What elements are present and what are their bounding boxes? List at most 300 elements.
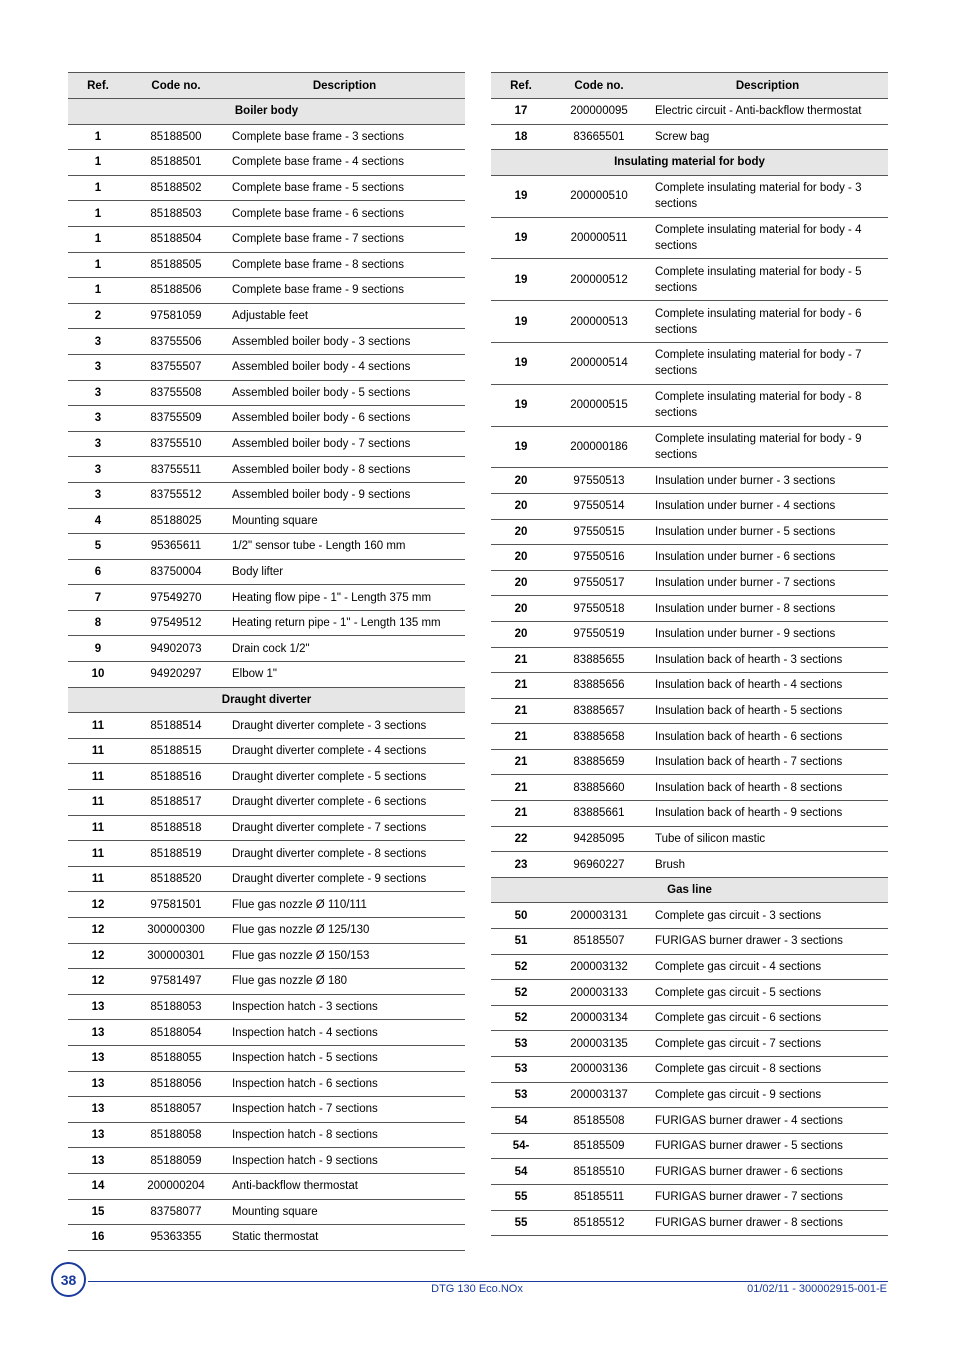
description-cell: Flue gas nozzle Ø 150/153	[224, 943, 465, 969]
table-row	[491, 1005, 888, 1031]
ref-cell: 53	[491, 1031, 551, 1057]
ref-cell: 13	[68, 1097, 128, 1123]
table-header-row	[491, 73, 888, 99]
table-row	[68, 815, 465, 841]
description-cell: Complete base frame - 8 sections	[224, 252, 465, 278]
ref-cell: 19	[491, 426, 551, 468]
description-cell: Assembled boiler body - 8 sections	[224, 457, 465, 483]
ref-cell: 52	[491, 980, 551, 1006]
ref-cell: 7	[68, 585, 128, 611]
ref-cell: 22	[491, 826, 551, 852]
code-cell: 200000095	[551, 99, 647, 125]
description-cell: FURIGAS burner drawer - 4 sections	[647, 1108, 888, 1134]
table-row	[491, 647, 888, 673]
table-row	[491, 801, 888, 827]
header-description: Description	[647, 73, 888, 99]
description-cell: Tube of silicon mastic	[647, 826, 888, 852]
ref-cell: 19	[491, 301, 551, 343]
description-cell: Complete insulating material for body - 7 sections	[647, 342, 888, 384]
code-cell: 96960227	[551, 852, 647, 878]
table-row	[68, 380, 465, 406]
code-cell: 200000513	[551, 301, 647, 343]
code-cell: 97550519	[551, 621, 647, 647]
code-cell: 85188506	[128, 278, 224, 304]
table-row	[491, 903, 888, 929]
code-cell: 97549512	[128, 610, 224, 636]
table-row	[68, 764, 465, 790]
table-row	[68, 508, 465, 534]
code-cell: 200000510	[551, 175, 647, 217]
description-cell: Assembled boiler body - 4 sections	[224, 354, 465, 380]
ref-cell: 15	[68, 1199, 128, 1225]
table-row	[491, 826, 888, 852]
code-cell: 97581501	[128, 892, 224, 918]
code-cell: 200000511	[551, 217, 647, 259]
code-cell: 85188054	[128, 1020, 224, 1046]
table-row	[68, 534, 465, 560]
code-cell: 85185511	[551, 1184, 647, 1210]
ref-cell: 21	[491, 673, 551, 699]
table-row	[68, 738, 465, 764]
description-cell: Assembled boiler body - 7 sections	[224, 431, 465, 457]
ref-cell: 51	[491, 929, 551, 955]
description-cell: Draught diverter complete - 6 sections	[224, 790, 465, 816]
ref-cell: 2	[68, 303, 128, 329]
ref-cell: 8	[68, 610, 128, 636]
table-row	[491, 749, 888, 775]
description-cell: Draught diverter complete - 9 sections	[224, 866, 465, 892]
code-cell: 97550517	[551, 570, 647, 596]
description-cell: Insulation back of hearth - 4 sections	[647, 673, 888, 699]
code-cell: 97581059	[128, 303, 224, 329]
code-cell: 83755508	[128, 380, 224, 406]
code-cell: 85188505	[128, 252, 224, 278]
ref-cell: 55	[491, 1184, 551, 1210]
table-row	[491, 217, 888, 259]
table-row	[68, 482, 465, 508]
ref-cell: 3	[68, 329, 128, 355]
description-cell: Inspection hatch - 7 sections	[224, 1097, 465, 1123]
ref-cell: 3	[68, 431, 128, 457]
code-cell: 85185507	[551, 929, 647, 955]
table-row	[68, 636, 465, 662]
code-cell: 200000204	[128, 1173, 224, 1199]
ref-cell: 1	[68, 175, 128, 201]
ref-cell: 20	[491, 545, 551, 571]
ref-cell: 20	[491, 493, 551, 519]
table-row	[68, 1122, 465, 1148]
code-cell: 85185512	[551, 1210, 647, 1236]
description-cell: Inspection hatch - 6 sections	[224, 1071, 465, 1097]
description-cell: Insulation back of hearth - 5 sections	[647, 698, 888, 724]
table-row	[491, 493, 888, 519]
code-cell: 300000300	[128, 918, 224, 944]
description-cell: Complete base frame - 7 sections	[224, 226, 465, 252]
description-cell: Insulation back of hearth - 7 sections	[647, 749, 888, 775]
table-row	[68, 1071, 465, 1097]
description-cell: FURIGAS burner drawer - 3 sections	[647, 929, 888, 955]
ref-cell: 11	[68, 790, 128, 816]
ref-cell: 6	[68, 559, 128, 585]
table-row	[491, 426, 888, 468]
description-cell: Complete insulating material for body - 9 sections	[647, 426, 888, 468]
header-ref: Ref.	[491, 73, 551, 99]
code-cell: 83885657	[551, 698, 647, 724]
header-description: Description	[224, 73, 465, 99]
code-cell: 300000301	[128, 943, 224, 969]
description-cell: Complete gas circuit - 7 sections	[647, 1031, 888, 1057]
table-row	[68, 1020, 465, 1046]
ref-cell: 54	[491, 1159, 551, 1185]
description-cell: Adjustable feet	[224, 303, 465, 329]
ref-cell: 16	[68, 1225, 128, 1251]
table-row	[491, 621, 888, 647]
table-row	[491, 1082, 888, 1108]
ref-cell: 21	[491, 647, 551, 673]
table-row	[491, 929, 888, 955]
table-row	[491, 1159, 888, 1185]
description-cell: Complete gas circuit - 5 sections	[647, 980, 888, 1006]
ref-cell: 13	[68, 1122, 128, 1148]
section-title: Draught diverter	[68, 687, 465, 713]
table-row	[491, 1057, 888, 1083]
section-title: Gas line	[491, 877, 888, 903]
footer-product-name: DTG 130 Eco.NOx	[431, 1283, 523, 1295]
description-cell: Insulation under burner - 6 sections	[647, 545, 888, 571]
description-cell: Complete insulating material for body - 5 sections	[647, 259, 888, 301]
description-cell: FURIGAS burner drawer - 8 sections	[647, 1210, 888, 1236]
table-row	[491, 1210, 888, 1236]
description-cell: Flue gas nozzle Ø 110/111	[224, 892, 465, 918]
description-cell: Insulation under burner - 8 sections	[647, 596, 888, 622]
code-cell: 200003134	[551, 1005, 647, 1031]
code-cell: 97550515	[551, 519, 647, 545]
description-cell: Complete base frame - 3 sections	[224, 124, 465, 150]
table-row	[491, 545, 888, 571]
description-cell: Electric circuit - Anti-backflow thermostat	[647, 99, 888, 125]
table-row	[68, 1173, 465, 1199]
ref-cell: 3	[68, 380, 128, 406]
table-row	[491, 259, 888, 301]
ref-cell: 20	[491, 596, 551, 622]
description-cell: Insulation back of hearth - 3 sections	[647, 647, 888, 673]
description-cell: Draught diverter complete - 4 sections	[224, 738, 465, 764]
ref-cell: 13	[68, 1020, 128, 1046]
description-cell: Anti-backflow thermostat	[224, 1173, 465, 1199]
description-cell: Insulation under burner - 7 sections	[647, 570, 888, 596]
ref-cell: 4	[68, 508, 128, 534]
ref-cell: 52	[491, 954, 551, 980]
code-cell: 200000512	[551, 259, 647, 301]
ref-cell: 14	[68, 1173, 128, 1199]
code-cell: 200000514	[551, 342, 647, 384]
ref-cell: 13	[68, 1045, 128, 1071]
table-row	[491, 775, 888, 801]
description-cell: Assembled boiler body - 6 sections	[224, 406, 465, 432]
code-cell: 83755509	[128, 406, 224, 432]
code-cell: 85188518	[128, 815, 224, 841]
description-cell: Complete gas circuit - 8 sections	[647, 1057, 888, 1083]
table-row	[68, 406, 465, 432]
table-row	[68, 303, 465, 329]
ref-cell: 21	[491, 698, 551, 724]
footer-document-reference: 01/02/11 - 300002915-001-E	[747, 1283, 887, 1295]
code-cell: 85188503	[128, 201, 224, 227]
ref-cell: 13	[68, 1071, 128, 1097]
code-cell: 83885658	[551, 724, 647, 750]
code-cell: 200000186	[551, 426, 647, 468]
ref-cell: 9	[68, 636, 128, 662]
ref-cell: 1	[68, 150, 128, 176]
description-cell: Complete insulating material for body - 3 sections	[647, 175, 888, 217]
code-cell: 85188501	[128, 150, 224, 176]
ref-cell: 11	[68, 815, 128, 841]
ref-cell: 1	[68, 124, 128, 150]
ref-cell: 54	[491, 1108, 551, 1134]
code-cell: 83755512	[128, 482, 224, 508]
code-cell: 83755511	[128, 457, 224, 483]
table-row	[68, 150, 465, 176]
code-cell: 83885656	[551, 673, 647, 699]
ref-cell: 21	[491, 801, 551, 827]
parts-table-right	[491, 72, 888, 1236]
description-cell: Complete insulating material for body - 8 sections	[647, 384, 888, 426]
ref-cell: 21	[491, 724, 551, 750]
ref-cell: 20	[491, 468, 551, 494]
description-cell: Inspection hatch - 9 sections	[224, 1148, 465, 1174]
description-cell: Mounting square	[224, 508, 465, 534]
code-cell: 85188502	[128, 175, 224, 201]
parts-table-left	[68, 72, 465, 1251]
table-row	[491, 724, 888, 750]
ref-cell: 11	[68, 764, 128, 790]
code-cell: 85188053	[128, 994, 224, 1020]
table-row	[491, 99, 888, 125]
description-cell: Inspection hatch - 5 sections	[224, 1045, 465, 1071]
table-row	[68, 278, 465, 304]
code-cell: 97550518	[551, 596, 647, 622]
ref-cell: 18	[491, 124, 551, 150]
ref-cell: 13	[68, 1148, 128, 1174]
code-cell: 85188058	[128, 1122, 224, 1148]
ref-cell: 19	[491, 175, 551, 217]
ref-cell: 12	[68, 892, 128, 918]
description-cell: Inspection hatch - 8 sections	[224, 1122, 465, 1148]
description-cell: Complete base frame - 5 sections	[224, 175, 465, 201]
description-cell: Assembled boiler body - 5 sections	[224, 380, 465, 406]
table-header-row	[68, 73, 465, 99]
description-cell: Complete gas circuit - 3 sections	[647, 903, 888, 929]
code-cell: 97549270	[128, 585, 224, 611]
description-cell: Insulation under burner - 5 sections	[647, 519, 888, 545]
description-cell: Assembled boiler body - 9 sections	[224, 482, 465, 508]
table-row	[491, 1133, 888, 1159]
table-row	[68, 866, 465, 892]
ref-cell: 20	[491, 519, 551, 545]
table-row	[68, 1097, 465, 1123]
description-cell: Complete insulating material for body - 6 sections	[647, 301, 888, 343]
ref-cell: 11	[68, 713, 128, 739]
description-cell: Assembled boiler body - 3 sections	[224, 329, 465, 355]
table-row	[68, 841, 465, 867]
code-cell: 85188055	[128, 1045, 224, 1071]
table-row	[68, 354, 465, 380]
table-row	[68, 1225, 465, 1251]
section-header-row	[491, 150, 888, 176]
ref-cell: 3	[68, 406, 128, 432]
section-title: Insulating material for body	[491, 150, 888, 176]
code-cell: 200003133	[551, 980, 647, 1006]
table-row	[491, 519, 888, 545]
ref-cell: 17	[491, 99, 551, 125]
description-cell: FURIGAS burner drawer - 5 sections	[647, 1133, 888, 1159]
description-cell: Insulation back of hearth - 8 sections	[647, 775, 888, 801]
code-cell: 85185508	[551, 1108, 647, 1134]
section-header-row	[68, 99, 465, 125]
description-cell: Complete gas circuit - 6 sections	[647, 1005, 888, 1031]
code-cell: 83885655	[551, 647, 647, 673]
code-cell: 85185509	[551, 1133, 647, 1159]
description-cell: Complete gas circuit - 4 sections	[647, 954, 888, 980]
description-cell: Draught diverter complete - 7 sections	[224, 815, 465, 841]
ref-cell: 50	[491, 903, 551, 929]
ref-cell: 21	[491, 775, 551, 801]
ref-cell: 13	[68, 994, 128, 1020]
description-cell: Draught diverter complete - 8 sections	[224, 841, 465, 867]
table-row	[491, 570, 888, 596]
description-cell: Heating return pipe - 1" - Length 135 mm	[224, 610, 465, 636]
description-cell: Complete base frame - 6 sections	[224, 201, 465, 227]
code-cell: 94920297	[128, 662, 224, 688]
table-row	[491, 175, 888, 217]
ref-cell: 1	[68, 252, 128, 278]
code-cell: 200003137	[551, 1082, 647, 1108]
ref-cell: 1	[68, 278, 128, 304]
table-row	[491, 384, 888, 426]
description-cell: FURIGAS burner drawer - 6 sections	[647, 1159, 888, 1185]
ref-cell: 19	[491, 259, 551, 301]
table-row	[491, 980, 888, 1006]
table-row	[491, 1108, 888, 1134]
table-row	[491, 852, 888, 878]
header-code: Code no.	[128, 73, 224, 99]
ref-cell: 20	[491, 621, 551, 647]
table-row	[491, 301, 888, 343]
table-row	[68, 713, 465, 739]
table-row	[68, 559, 465, 585]
description-cell: Complete base frame - 9 sections	[224, 278, 465, 304]
description-cell: Inspection hatch - 3 sections	[224, 994, 465, 1020]
ref-cell: 52	[491, 1005, 551, 1031]
table-row	[491, 1031, 888, 1057]
code-cell: 83750004	[128, 559, 224, 585]
description-cell: Draught diverter complete - 5 sections	[224, 764, 465, 790]
ref-cell: 54-	[491, 1133, 551, 1159]
table-row	[491, 596, 888, 622]
table-row	[491, 342, 888, 384]
table-row	[68, 918, 465, 944]
table-row	[68, 431, 465, 457]
table-row	[68, 175, 465, 201]
code-cell: 85188500	[128, 124, 224, 150]
ref-cell: 1	[68, 201, 128, 227]
description-cell: Insulation under burner - 4 sections	[647, 493, 888, 519]
footer-divider	[88, 1281, 888, 1282]
table-row	[68, 226, 465, 252]
code-cell: 85188519	[128, 841, 224, 867]
table-row	[68, 1045, 465, 1071]
table-row	[68, 585, 465, 611]
table-row	[68, 457, 465, 483]
code-cell: 200003136	[551, 1057, 647, 1083]
code-cell: 85188516	[128, 764, 224, 790]
section-header-row	[491, 877, 888, 903]
description-cell: Insulation under burner - 9 sections	[647, 621, 888, 647]
description-cell: Inspection hatch - 4 sections	[224, 1020, 465, 1046]
ref-cell: 1	[68, 226, 128, 252]
code-cell: 83758077	[128, 1199, 224, 1225]
code-cell: 85188504	[128, 226, 224, 252]
description-cell: Complete base frame - 4 sections	[224, 150, 465, 176]
description-cell: Insulation under burner - 3 sections	[647, 468, 888, 494]
code-cell: 95365611	[128, 534, 224, 560]
code-cell: 85188515	[128, 738, 224, 764]
table-row	[68, 124, 465, 150]
header-code: Code no.	[551, 73, 647, 99]
table-row	[68, 201, 465, 227]
ref-cell: 53	[491, 1057, 551, 1083]
table-row	[68, 943, 465, 969]
ref-cell: 11	[68, 841, 128, 867]
table-row	[68, 662, 465, 688]
description-cell: Static thermostat	[224, 1225, 465, 1251]
table-row	[68, 892, 465, 918]
ref-cell: 12	[68, 969, 128, 995]
code-cell: 97581497	[128, 969, 224, 995]
code-cell: 83665501	[551, 124, 647, 150]
description-cell: Flue gas nozzle Ø 125/130	[224, 918, 465, 944]
description-cell: Drain cock 1/2"	[224, 636, 465, 662]
description-cell: Mounting square	[224, 1199, 465, 1225]
ref-cell: 19	[491, 342, 551, 384]
ref-cell: 55	[491, 1210, 551, 1236]
code-cell: 97550516	[551, 545, 647, 571]
code-cell: 83755506	[128, 329, 224, 355]
ref-cell: 53	[491, 1082, 551, 1108]
code-cell: 85188025	[128, 508, 224, 534]
table-row	[68, 994, 465, 1020]
table-row	[491, 673, 888, 699]
code-cell: 85188517	[128, 790, 224, 816]
description-cell: Brush	[647, 852, 888, 878]
description-cell: Screw bag	[647, 124, 888, 150]
ref-cell: 23	[491, 852, 551, 878]
code-cell: 95363355	[128, 1225, 224, 1251]
ref-cell: 11	[68, 738, 128, 764]
code-cell: 83755507	[128, 354, 224, 380]
ref-cell: 20	[491, 570, 551, 596]
table-row	[491, 954, 888, 980]
code-cell: 85188057	[128, 1097, 224, 1123]
description-cell: Complete gas circuit - 9 sections	[647, 1082, 888, 1108]
table-row	[68, 1199, 465, 1225]
code-cell: 97550513	[551, 468, 647, 494]
table-row	[68, 329, 465, 355]
ref-cell: 3	[68, 482, 128, 508]
code-cell: 83885660	[551, 775, 647, 801]
ref-cell: 12	[68, 918, 128, 944]
code-cell: 85188059	[128, 1148, 224, 1174]
